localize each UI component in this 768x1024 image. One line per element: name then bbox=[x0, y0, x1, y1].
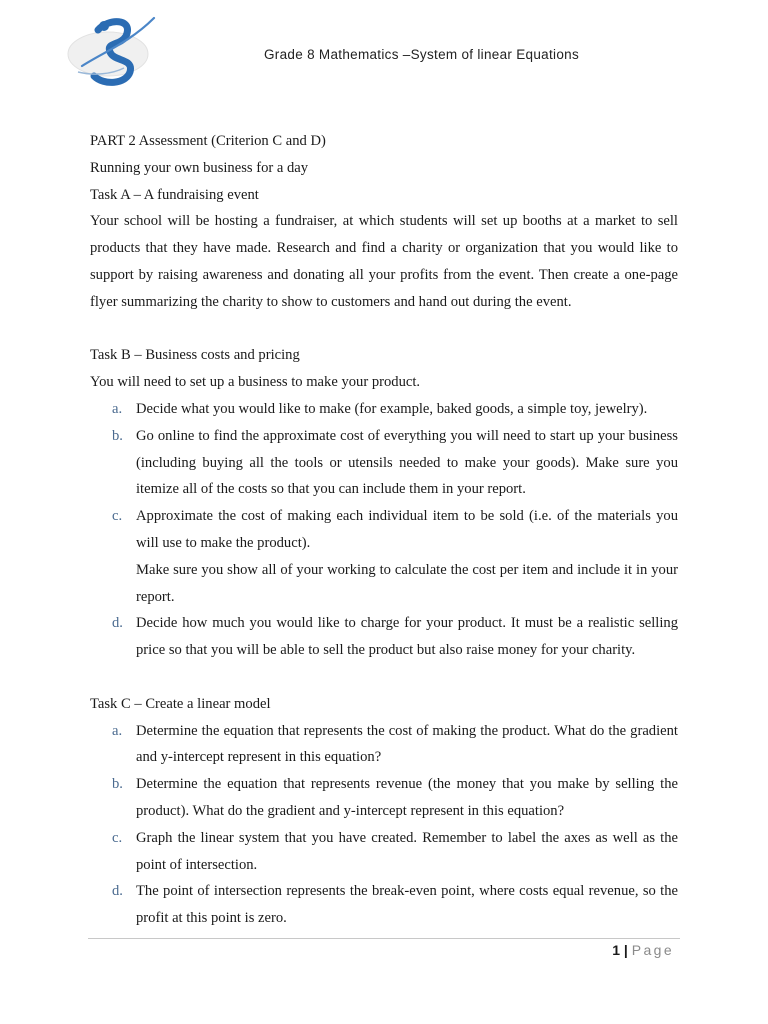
task-a-paragraph: Your school will be hosting a fundraiser, at which students will set up booths at a market to sell products that they have made. Research and find a charity or organization that you would like to support by raising awareness and donating all your profits from the event. Then create a one-page flyer summarizing the charity to show to customers and hand out during the event. bbox=[90, 213, 678, 310]
list-item-text: Determine the equation that represents the cost of making the product. What do the gradient and y-intercept represent in this equation? bbox=[136, 722, 678, 766]
list-marker: a. bbox=[112, 400, 123, 417]
list-marker: c. bbox=[112, 508, 123, 525]
list-marker: d. bbox=[112, 615, 123, 632]
task-c-list bbox=[90, 718, 678, 932]
list-item-text: Approximate the cost of making each individual item to be sold (i.e. of the materials you will use to make the product). bbox=[136, 508, 678, 551]
task-a-heading: Task A – A fundraising event bbox=[90, 186, 259, 203]
task-c-heading: Task C – Create a linear model bbox=[90, 695, 271, 712]
task-b-list bbox=[90, 396, 678, 664]
spacer bbox=[90, 316, 678, 343]
list-marker: b. bbox=[112, 427, 123, 444]
list-item bbox=[90, 825, 678, 879]
list-item bbox=[90, 610, 678, 664]
list-marker: b. bbox=[112, 776, 123, 793]
part-heading: PART 2 Assessment (Criterion C and D) bbox=[90, 133, 326, 149]
list-item bbox=[90, 718, 678, 772]
spacer bbox=[90, 664, 678, 691]
page-separator: | bbox=[623, 942, 628, 958]
task-b-heading: Task B – Business costs and pricing bbox=[90, 347, 300, 364]
list-item-text: Decide what you would like to make (for example, baked goods, a simple toy, jewelry). bbox=[136, 400, 648, 417]
list-item bbox=[90, 771, 678, 825]
document-body bbox=[90, 128, 678, 932]
page-footer bbox=[612, 942, 674, 958]
list-item bbox=[90, 423, 678, 503]
list-marker: c. bbox=[112, 829, 123, 846]
list-item-text: The point of intersection represents the break-even point, where costs equal revenue, so the profit at this point is zero. bbox=[136, 883, 678, 927]
list-item bbox=[90, 396, 678, 423]
document-header-title: Grade 8 Mathematics –System of linear Equations bbox=[264, 47, 579, 62]
list-item bbox=[90, 878, 678, 932]
page-label: Page bbox=[631, 942, 674, 958]
list-item-extra-text: Make sure you show all of your working to calculate the cost per item and include it in your report. bbox=[136, 561, 678, 605]
task-b-intro: You will need to set up a business to make your product. bbox=[90, 374, 421, 391]
document-subtitle: Running your own business for a day bbox=[90, 159, 309, 176]
footer-divider bbox=[88, 938, 680, 939]
list-item bbox=[90, 503, 678, 610]
list-item-text: Graph the linear system that you have created. Remember to label the axes as well as the point of intersection. bbox=[136, 829, 678, 873]
list-item-text: Determine the equation that represents revenue (the money that you make by selling the product). What do the gradient and y-intercept represent in this equation? bbox=[136, 776, 678, 819]
page-number: 1 bbox=[612, 942, 620, 958]
list-item-text: Go online to find the approximate cost of everything you will need to start up your business (including buying all the tools or utensils needed to make your goods). Make sure you itemize all of the costs so that you can include them in your report. bbox=[136, 427, 678, 498]
list-item-text: Decide how much you would like to charge for your product. It must be a realistic selling price so that you will be able to sell the product but also raise money for your charity. bbox=[136, 615, 678, 659]
list-marker: d. bbox=[112, 883, 123, 900]
list-marker: a. bbox=[112, 722, 123, 739]
